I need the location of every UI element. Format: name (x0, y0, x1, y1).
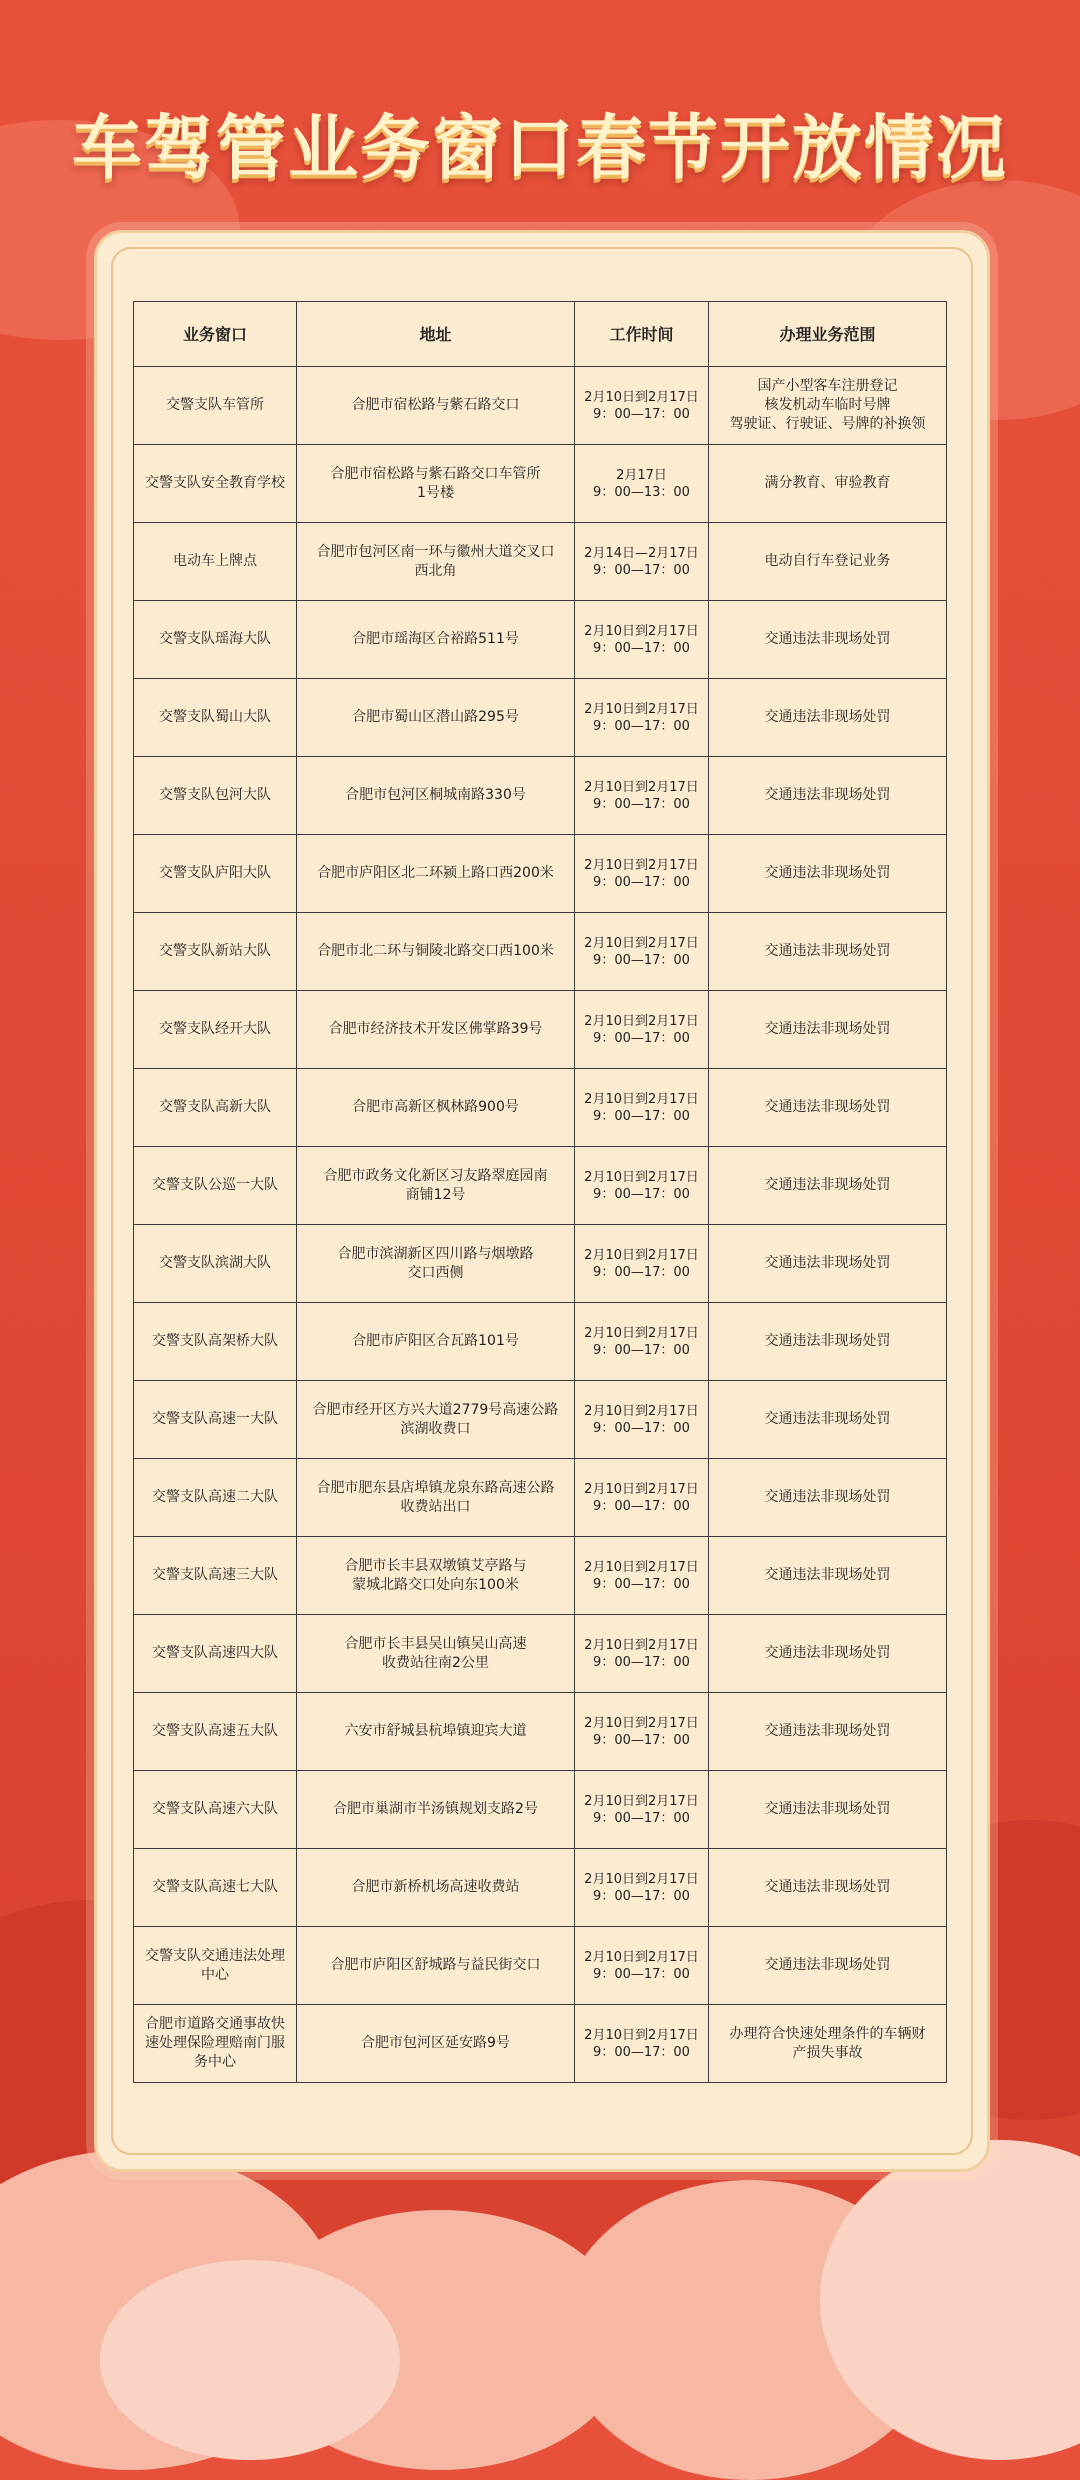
cell-address-line: 商铺12号 (405, 1186, 466, 1203)
cell-scope-line: 核发机动车临时号牌 (764, 397, 891, 413)
cell-address-line: 合肥市北二环与铜陵北路交口西100米 (317, 943, 554, 959)
cell-scope (709, 1927, 947, 2005)
cell-address (297, 1537, 575, 1615)
cell-time-line: 2月10日到2月17日 (584, 701, 699, 717)
cell-address-line: 合肥市经开区方兴大道2779号高速公路 (312, 1401, 559, 1418)
table-row (134, 1459, 947, 1537)
cell-address-line: 合肥市长丰县双墩镇艾亭路与 (344, 1557, 527, 1574)
cell-window-line: 交警支队安全教育学校 (145, 475, 285, 491)
column-header-address: 地址 (297, 302, 575, 367)
cell-scope-line: 交通违法非现场处罚 (764, 1879, 891, 1895)
cell-time-line: 9：00—17：00 (593, 1966, 690, 1982)
cell-window (134, 679, 297, 757)
cell-time (575, 523, 709, 601)
cell-time (575, 601, 709, 679)
table-row (134, 913, 947, 991)
cell-address (297, 1459, 575, 1537)
cell-window (134, 445, 297, 523)
cell-window (134, 367, 297, 445)
cell-window-line: 交警支队车管所 (166, 397, 264, 413)
cell-scope-line: 产损失事故 (792, 2044, 863, 2061)
cell-address-line: 收费站出口 (400, 1498, 471, 1515)
table-row (134, 1615, 947, 1693)
cell-time-line: 2月10日到2月17日 (584, 779, 699, 795)
cell-scope-line: 交通违法非现场处罚 (764, 1801, 891, 1817)
cell-scope-line: 交通违法非现场处罚 (764, 1177, 891, 1193)
cell-window (134, 991, 297, 1069)
cell-time-line: 9：00—17：00 (593, 796, 690, 812)
cell-scope (709, 679, 947, 757)
cell-time-line: 9：00—17：00 (593, 1498, 690, 1514)
cell-scope-line: 满分教育、审验教育 (764, 475, 891, 491)
cell-address-line: 交口西侧 (407, 1264, 464, 1281)
cell-scope (709, 991, 947, 1069)
cell-scope-line: 交通违法非现场处罚 (764, 1723, 891, 1739)
cell-scope-line: 交通违法非现场处罚 (764, 1021, 891, 1037)
cell-address (297, 2005, 575, 2083)
cell-scope-line: 交通违法非现场处罚 (764, 1333, 891, 1349)
cell-time-line: 9：00—17：00 (593, 1888, 690, 1904)
cell-address-line: 六安市舒城县杭埠镇迎宾大道 (344, 1723, 527, 1739)
cell-time (575, 1147, 709, 1225)
cell-time-line: 2月10日到2月17日 (584, 1247, 699, 1263)
table-row (134, 1927, 947, 2005)
cell-window (134, 1771, 297, 1849)
cell-address (297, 1771, 575, 1849)
table-row (134, 679, 947, 757)
cell-address-line: 合肥市长丰县吴山镇吴山高速 (344, 1635, 527, 1652)
cell-window-line: 交警支队高速七大队 (152, 1879, 278, 1895)
cell-scope (709, 1537, 947, 1615)
cell-time-line: 9：00—17：00 (593, 562, 690, 578)
table-header-row (134, 302, 947, 367)
cell-scope (709, 1069, 947, 1147)
cell-time-line: 2月10日到2月17日 (584, 1637, 699, 1653)
cell-scope-line: 办理符合快速处理条件的车辆财 (729, 2025, 926, 2042)
cell-scope-line: 交通违法非现场处罚 (764, 1411, 891, 1427)
cell-scope-line: 交通违法非现场处罚 (764, 1567, 891, 1583)
cell-address-line: 合肥市瑶海区合裕路511号 (352, 631, 519, 647)
cell-time-line: 2月10日到2月17日 (584, 1169, 699, 1185)
cell-scope-line: 交通违法非现场处罚 (764, 787, 891, 803)
cell-address-line: 合肥市经济技术开发区佛掌路39号 (328, 1021, 543, 1037)
cell-scope (709, 1771, 947, 1849)
cell-time-line: 2月10日到2月17日 (584, 1793, 699, 1809)
cell-scope (709, 835, 947, 913)
cell-time (575, 835, 709, 913)
cell-address-line: 合肥市滨湖新区四川路与烟墩路 (337, 1245, 534, 1262)
cell-address (297, 1225, 575, 1303)
cell-address-line: 合肥市庐阳区舒城路与益民街交口 (330, 1957, 541, 1973)
cell-window (134, 1693, 297, 1771)
cell-scope-line: 交通违法非现场处罚 (764, 1255, 891, 1271)
cell-address-line: 西北角 (414, 562, 457, 579)
cell-time-line: 9：00—17：00 (593, 2044, 690, 2060)
cell-window-line: 交警支队蜀山大队 (159, 709, 271, 725)
column-header-window: 业务窗口 (134, 302, 297, 367)
cell-scope-line: 交通违法非现场处罚 (764, 1489, 891, 1505)
cell-address (297, 445, 575, 523)
cell-scope-line: 交通违法非现场处罚 (764, 1099, 891, 1115)
cell-time-line: 9：00—17：00 (593, 1186, 690, 1202)
cell-time (575, 367, 709, 445)
cell-window (134, 1537, 297, 1615)
cell-scope-line: 交通违法非现场处罚 (764, 631, 891, 647)
table-row (134, 1693, 947, 1771)
cell-time-line: 2月10日到2月17日 (584, 1559, 699, 1575)
cell-time-line: 9：00—17：00 (593, 952, 690, 968)
cell-scope (709, 1693, 947, 1771)
cell-time-line: 9：00—17：00 (593, 1264, 690, 1280)
cell-scope (709, 523, 947, 601)
cell-time-line: 2月10日到2月17日 (584, 389, 699, 405)
cell-scope-line: 电动自行车登记业务 (764, 553, 891, 569)
table-row (134, 445, 947, 523)
table-body (134, 367, 947, 2083)
cell-address (297, 1303, 575, 1381)
cell-address (297, 1381, 575, 1459)
cell-address (297, 523, 575, 601)
cell-scope (709, 1615, 947, 1693)
cell-time-line: 9：00—17：00 (593, 1732, 690, 1748)
cell-address (297, 991, 575, 1069)
cell-time (575, 1849, 709, 1927)
table-row (134, 835, 947, 913)
cell-window (134, 1381, 297, 1459)
cell-time-line: 9：00—17：00 (593, 1576, 690, 1592)
cell-scope (709, 913, 947, 991)
cell-window-line: 交警支队高速五大队 (152, 1723, 278, 1739)
cell-scope (709, 1303, 947, 1381)
cell-time-line: 2月10日到2月17日 (584, 1949, 699, 1965)
cell-time-line: 2月10日到2月17日 (584, 857, 699, 873)
cell-window (134, 1225, 297, 1303)
cell-address (297, 1849, 575, 1927)
table-row (134, 1303, 947, 1381)
cell-time-line: 9：00—17：00 (593, 874, 690, 890)
cell-window (134, 1459, 297, 1537)
cell-window-line: 电动车上牌点 (173, 553, 257, 569)
cell-window (134, 2005, 297, 2083)
cell-time-line: 2月14日—2月17日 (584, 545, 699, 561)
cell-time-line: 2月10日到2月17日 (584, 1325, 699, 1341)
table-row (134, 1069, 947, 1147)
cell-time-line: 9：00—13：00 (593, 484, 690, 500)
cell-scope (709, 445, 947, 523)
cell-address (297, 1927, 575, 2005)
cell-time-line: 2月17日 (616, 467, 667, 483)
cell-time-line: 9：00—17：00 (593, 1654, 690, 1670)
cell-time-line: 9：00—17：00 (593, 1342, 690, 1358)
cell-time (575, 1303, 709, 1381)
cell-address (297, 367, 575, 445)
column-header-scope: 办理业务范围 (709, 302, 947, 367)
cell-address-line: 滨湖收费口 (400, 1420, 471, 1437)
cell-time-line: 2月10日到2月17日 (584, 1013, 699, 1029)
cell-time (575, 1459, 709, 1537)
cell-time (575, 445, 709, 523)
cell-window (134, 1615, 297, 1693)
cell-time (575, 1537, 709, 1615)
cell-time (575, 1927, 709, 2005)
cell-time-line: 9：00—17：00 (593, 1810, 690, 1826)
cell-window-line: 交警支队公巡一大队 (152, 1177, 278, 1193)
cell-time (575, 913, 709, 991)
cell-window-line: 交警支队庐阳大队 (159, 865, 271, 881)
cell-address (297, 1147, 575, 1225)
cell-time-line: 2月10日到2月17日 (584, 623, 699, 639)
cell-window-line: 交警支队滨湖大队 (159, 1255, 271, 1271)
cell-scope (709, 367, 947, 445)
cell-window-line: 交警支队高架桥大队 (152, 1333, 278, 1349)
cell-window-line: 交警支队瑶海大队 (159, 631, 271, 647)
cell-window (134, 1147, 297, 1225)
cell-address-line: 合肥市包河区桐城南路330号 (345, 787, 526, 803)
cell-time-line: 2月10日到2月17日 (584, 1715, 699, 1731)
cell-scope-line: 交通违法非现场处罚 (764, 1645, 891, 1661)
cell-address-line: 合肥市高新区枫林路900号 (352, 1099, 519, 1115)
cell-scope (709, 1147, 947, 1225)
cell-window-line: 交警支队高速三大队 (152, 1567, 278, 1583)
cell-address (297, 1615, 575, 1693)
table-row (134, 757, 947, 835)
cell-time (575, 1771, 709, 1849)
cell-time-line: 2月10日到2月17日 (584, 1871, 699, 1887)
cell-address-line: 合肥市政务文化新区习友路翠庭园南 (323, 1167, 548, 1184)
cell-time (575, 1615, 709, 1693)
cell-address-line: 合肥市宿松路与紫石路交口 (351, 397, 520, 413)
cell-window-line: 交警支队高新大队 (159, 1099, 271, 1115)
cell-address-line: 合肥市庐阳区合瓦路101号 (352, 1333, 519, 1349)
cell-address (297, 1069, 575, 1147)
cell-time-line: 9：00—17：00 (593, 718, 690, 734)
cell-time-line: 2月10日到2月17日 (584, 935, 699, 951)
cell-window (134, 913, 297, 991)
cell-window (134, 835, 297, 913)
cell-time (575, 757, 709, 835)
cell-scope (709, 1849, 947, 1927)
table-row (134, 1849, 947, 1927)
cell-address (297, 835, 575, 913)
table-row (134, 2005, 947, 2083)
cell-scope (709, 2005, 947, 2083)
cell-window-line: 合肥市道路交通事故快 (145, 2016, 285, 2032)
cell-address (297, 913, 575, 991)
cell-scope-line: 交通违法非现场处罚 (764, 1957, 891, 1973)
cell-time-line: 9：00—17：00 (593, 1030, 690, 1046)
cell-time (575, 1069, 709, 1147)
cell-address-line: 合肥市庐阳区北二环颍上路口西200米 (317, 865, 554, 881)
cell-time-line: 2月10日到2月17日 (584, 1091, 699, 1107)
background-cloud (100, 2260, 400, 2460)
cell-window (134, 757, 297, 835)
cell-time (575, 991, 709, 1069)
cell-time-line: 9：00—17：00 (593, 1420, 690, 1436)
cell-time-line: 2月10日到2月17日 (584, 2027, 699, 2043)
cell-window-line: 交警支队高速六大队 (152, 1801, 278, 1817)
cell-scope (709, 1381, 947, 1459)
cell-address-line: 合肥市包河区南一环与徽州大道交叉口 (316, 543, 555, 560)
cell-window (134, 1927, 297, 2005)
cell-window-line: 交警支队交通违法处理 (145, 1947, 285, 1964)
table-row (134, 1381, 947, 1459)
cell-window-line: 交警支队高速一大队 (152, 1411, 278, 1427)
cell-address-line: 合肥市新桥机场高速收费站 (351, 1879, 520, 1895)
cell-scope (709, 1225, 947, 1303)
cell-scope-line: 交通违法非现场处罚 (764, 865, 891, 881)
cell-window-line: 交警支队高速二大队 (152, 1489, 278, 1505)
cell-time (575, 679, 709, 757)
cell-window-line: 交警支队包河大队 (159, 787, 271, 803)
cell-address-line: 合肥市蜀山区潜山路295号 (352, 709, 519, 725)
cell-time-line: 9：00—17：00 (593, 406, 690, 422)
table-row (134, 991, 947, 1069)
cell-scope-line: 交通违法非现场处罚 (764, 943, 891, 959)
table-row (134, 367, 947, 445)
cell-scope (709, 1459, 947, 1537)
cell-time-line: 2月10日到2月17日 (584, 1403, 699, 1419)
cell-address (297, 601, 575, 679)
cell-window (134, 601, 297, 679)
cell-scope-line: 驾驶证、行驶证、号牌的补换领 (729, 416, 926, 432)
cell-time (575, 1693, 709, 1771)
cell-window-line: 中心 (201, 1966, 229, 1983)
cell-window-line: 交警支队新站大队 (159, 943, 271, 959)
cell-address (297, 757, 575, 835)
cell-address-line: 蒙城北路交口处向东100米 (352, 1576, 519, 1593)
cell-address (297, 1693, 575, 1771)
cell-address-line: 合肥市巢湖市半汤镇规划支路2号 (333, 1801, 538, 1817)
cell-window (134, 1069, 297, 1147)
cell-time (575, 1225, 709, 1303)
table-row (134, 601, 947, 679)
cell-address-line: 合肥市肥东县店埠镇龙泉东路高速公路 (316, 1479, 555, 1496)
cell-window-line: 交警支队高速四大队 (152, 1645, 278, 1661)
cell-time (575, 1381, 709, 1459)
cell-time (575, 2005, 709, 2083)
cell-scope (709, 757, 947, 835)
page-title: 车驾管业务窗口春节开放情况 (72, 107, 1008, 189)
cell-window (134, 1849, 297, 1927)
table-row (134, 1147, 947, 1225)
cell-address-line: 1号楼 (417, 484, 454, 501)
table-row (134, 1537, 947, 1615)
cell-window-line: 务中心 (194, 2054, 236, 2070)
cell-address-line: 合肥市宿松路与紫石路交口车管所 (330, 465, 541, 482)
cell-window-line: 交警支队经开大队 (159, 1021, 271, 1037)
cell-scope (709, 601, 947, 679)
table-row (134, 1771, 947, 1849)
cell-scope-line: 国产小型客车注册登记 (757, 378, 898, 394)
cell-time-line: 2月10日到2月17日 (584, 1481, 699, 1497)
cell-window (134, 1303, 297, 1381)
cell-address-line: 合肥市包河区延安路9号 (361, 2035, 510, 2051)
cell-window-line: 速处理保险理赔南门服 (145, 2035, 285, 2051)
schedule-table (133, 301, 947, 2083)
cell-time-line: 9：00—17：00 (593, 1108, 690, 1124)
cell-window (134, 523, 297, 601)
cell-address (297, 679, 575, 757)
column-header-time: 工作时间 (575, 302, 709, 367)
table-row (134, 523, 947, 601)
cell-address-line: 收费站往南2公里 (382, 1654, 489, 1671)
table-row (134, 1225, 947, 1303)
cell-time-line: 9：00—17：00 (593, 640, 690, 656)
cell-scope-line: 交通违法非现场处罚 (764, 709, 891, 725)
